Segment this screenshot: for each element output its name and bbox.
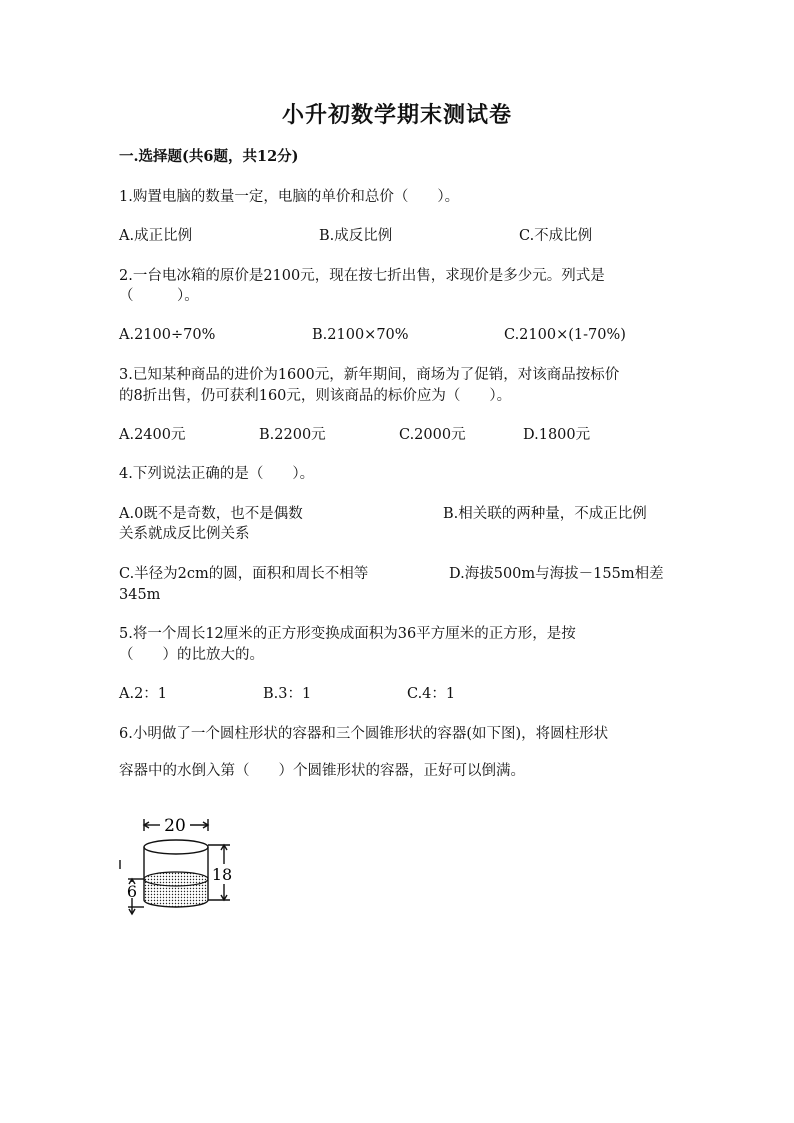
question-3-option-c[interactable]: C.2000元 (399, 427, 466, 443)
question-1-text: 1.购置电脑的数量一定，电脑的单价和总价（ ）。 (119, 189, 460, 205)
cylinder-figure (114, 812, 244, 916)
question-3-text-line-1: 3.已知某种商品的进价为1600元，新年期间，商场为了促销，对该商品按标价 (119, 367, 620, 383)
question-1-option-c[interactable]: C.不成比例 (519, 228, 593, 244)
question-6-text-line-2: 容器中的水倒入第（ ）个圆锥形状的容器，正好可以倒满。 (119, 763, 525, 779)
question-2-text-line-2: （ ）。 (119, 288, 199, 304)
question-3-option-b[interactable]: B.2200元 (259, 427, 326, 443)
page-title: 小升初数学期末测试卷 (281, 102, 512, 128)
question-5-option-a[interactable]: A.2：1 (119, 686, 168, 702)
question-4-option-c[interactable]: C.半径为2cm的圆，面积和周长不相等 (119, 566, 369, 582)
section-heading: 一.选择题(共6题，共12分) (119, 148, 299, 165)
question-1-option-b[interactable]: B.成反比例 (319, 228, 393, 244)
question-4-option-d[interactable]: D.海拔500m与海拔－155m相差 (449, 566, 664, 582)
question-2-option-c[interactable]: C.2100×(1-70%) (504, 327, 626, 343)
question-3-option-d[interactable]: D.1800元 (523, 427, 591, 443)
question-5-text-line-1: 5.将一个周长12厘米的正方形变换成面积为36平方厘米的正方形，是按 (119, 626, 576, 642)
question-2-option-b[interactable]: B.2100×70% (312, 327, 409, 343)
question-6-text-line-1: 6.小明做了一个圆柱形状的容器和三个圆锥形状的容器(如下图)，将圆柱形状 (119, 726, 609, 742)
question-5-text-line-2: （ ）的比放大的。 (119, 647, 264, 663)
question-1-option-a[interactable]: A.成正比例 (119, 228, 193, 244)
question-4-option-a[interactable]: A.0既不是奇数，也不是偶数 (119, 506, 303, 522)
water-level (144, 872, 208, 907)
question-4-text: 4.下列说法正确的是（ ）。 (119, 466, 315, 482)
question-3-option-a[interactable]: A.2400元 (119, 427, 186, 443)
question-5-option-b[interactable]: B.3：1 (263, 686, 312, 702)
question-4-option-b-cont: 关系就成反比例关系 (119, 526, 250, 542)
height-label: 18 (211, 865, 233, 884)
question-3-text-line-2: 的8折出售，仍可获利160元，则该商品的标价应为（ ）。 (119, 388, 512, 404)
question-4-option-d-cont: 345m (119, 587, 161, 603)
question-2-text-line-1: 2.一台电冰箱的原价是2100元，现在按七折出售，求现价是多少元。列式是 (119, 268, 605, 284)
question-5-option-c[interactable]: C.4：1 (407, 686, 456, 702)
water-height-label: 6 (126, 882, 138, 901)
question-4-option-b[interactable]: B.相关联的两种量，不成正比例 (443, 506, 647, 522)
diameter-label: 20 (164, 816, 186, 836)
question-2-option-a[interactable]: A.2100÷70% (119, 327, 216, 343)
